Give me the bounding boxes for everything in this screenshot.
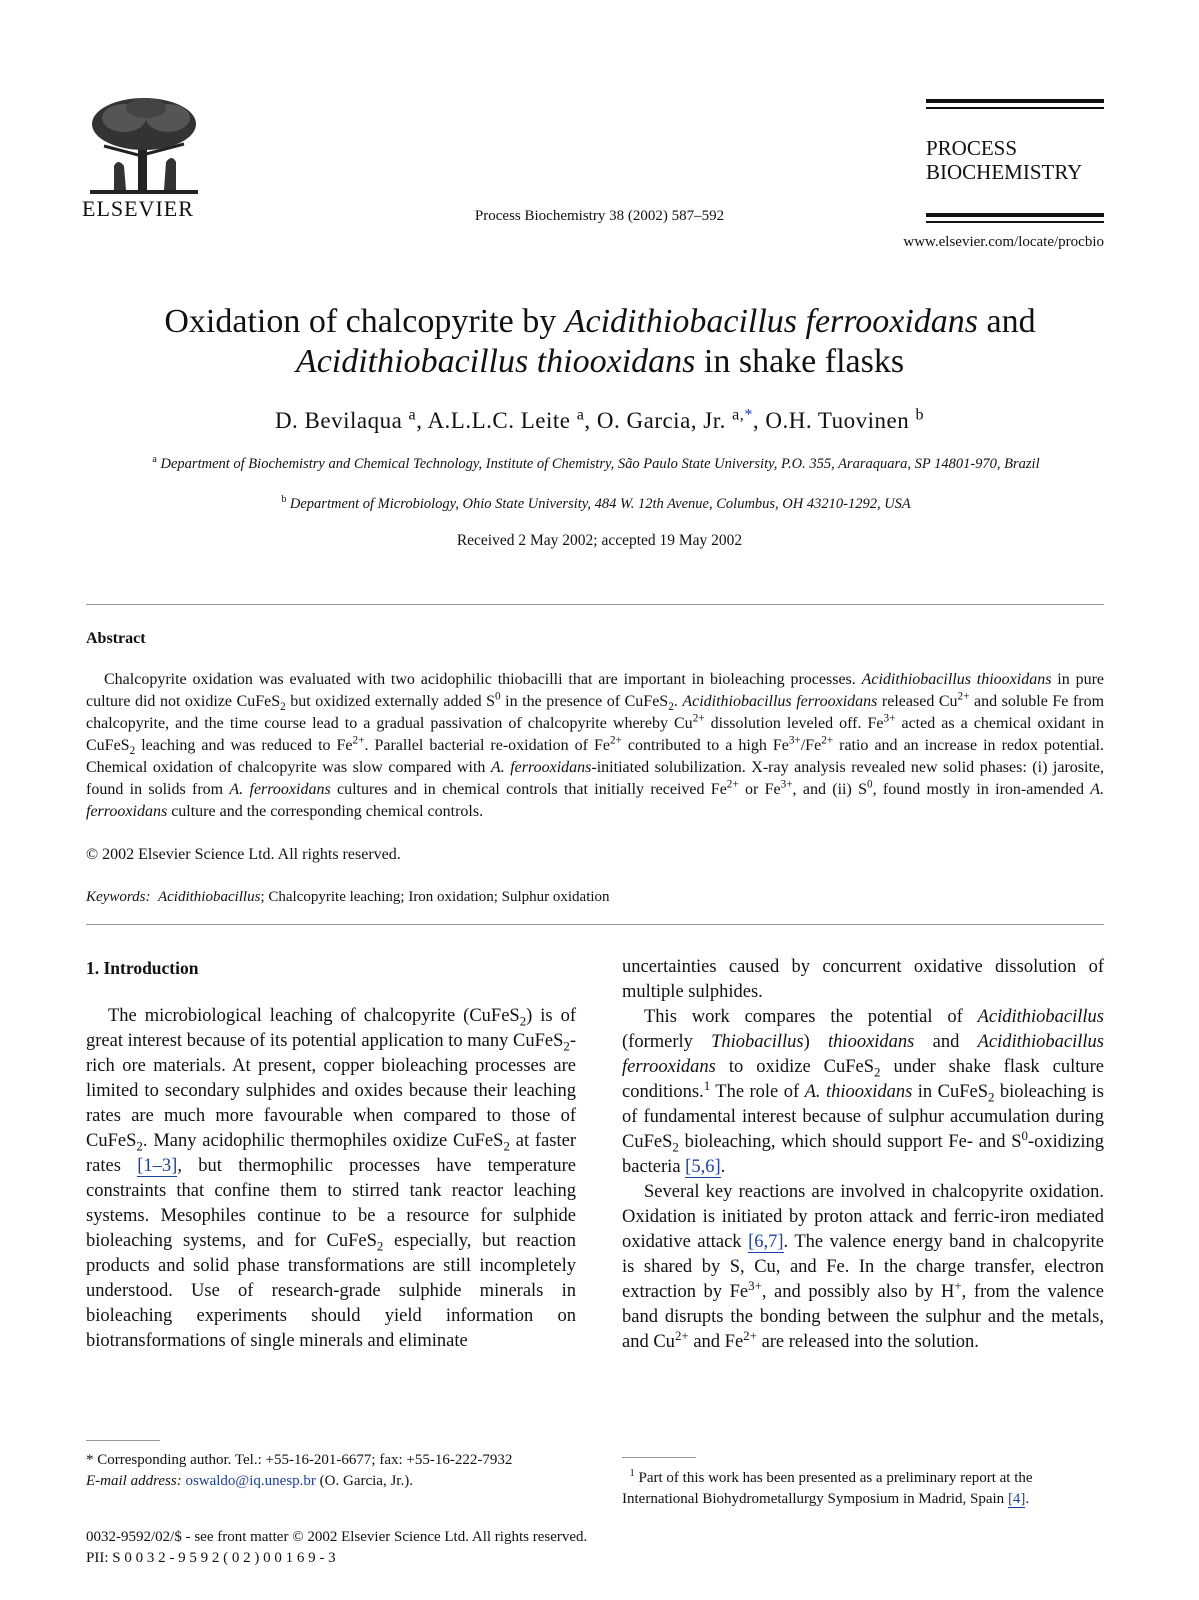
- footnote-text: Part of this work has been presented as a preliminary report at the International Biohydrometallurgy Symposium in Madrid, Spain: [622, 1470, 1033, 1507]
- citation-link[interactable]: [1–3]: [137, 1156, 178, 1176]
- paragraph: Several key reactions are involved in chalcopyrite oxidation. Oxidation is initiated by proton attack and ferric-iron mediated oxidative attack [6,7]. The valence energy band in chalcopyrite is shared by S, Cu, and Fe. In the charge transfer, electron extraction by $Fe^{3+}$, and possibly also by H+, from the valence band disrupts the bonding between the sulphur and the metals, and $Cu^{2+}$ and $Fe^{2+}$ are released into the solution.: [622, 1182, 1104, 1352]
- issn-line: 0032-9592/02/$ - see front matter © 2002 Elsevier Science Ltd. All rights reserved.: [86, 1529, 588, 1545]
- abstract-text: Chalcopyrite oxidation was evaluated with two acidophilic thiobacilli that are important in bioleaching processes. Acidithiobacillus thiooxidans in pure culture did not oxidize CuFeS$_2$ but oxidized externally added $S^0$ in the presence of CuFeS$_2$. Acidithiobacillus ferrooxidans released $Cu^{2+}$ and soluble Fe from chalcopyrite, and the time course lead to a gradual passivation of chalcopyrite whereby $Cu^{2+}$ dissolution leveled off. $Fe^{3+}$ acted as a chemical oxidant in CuFeS$_2$ leaching and was reduced to $Fe^{2+}$. Parallel bacterial re-oxidation of $Fe^{2+}$ contributed to a high $Fe^{3+}/Fe^{2+}$ ratio and an increase in redox potential. Chemical oxidation of chalcopyrite was slow compared with A. ferrooxidans-initiated solubilization. X-ray analysis revealed new solid phases: (i) jarosite, found in solids from A. ferrooxidans cultures and in chemical controls that initially received $Fe^{2+}$ or $Fe^{3+}$, and (ii) $S^0$, found mostly in iron-amended A. ferrooxidans culture and the corresponding chemical controls.: [86, 671, 1105, 820]
- journal-rule-top-thin: [926, 107, 1104, 109]
- journal-name-line2: BIOCHEMISTRY: [926, 160, 1083, 184]
- keywords-label: Keywords:: [86, 889, 151, 905]
- affiliation-a-mark: a: [152, 454, 157, 466]
- affiliation-mark: b: [915, 406, 925, 424]
- abstract-heading: Abstract: [86, 630, 146, 647]
- author-name: D. Bevilaqua: [274, 408, 403, 433]
- keyword-italic: Acidithiobacillus: [157, 889, 261, 905]
- section-heading: 1. Introduction: [86, 958, 199, 978]
- paragraph: This work compares the potential of Acidithiobacillus (formerly Thiobacillus) thiooxidans and Acidithiobacillus ferrooxidans to oxidize CuFeS$_2$ under shake flask culture conditions.$^1$ The role of A. thiooxidans in CuFeS$_2$ bioleaching is of fundamental interest because of sulphur accumulation during CuFeS$_2$ bioleaching, which should support Fe- and $S^0$-oxidizing bacteria [5,6].: [622, 1007, 1104, 1177]
- footnote-mark: 1: [629, 1468, 635, 1479]
- affiliation-mark: a,*: [732, 406, 753, 424]
- author-name: O. Garcia, Jr.: [596, 408, 726, 433]
- journal-name: [926, 136, 1082, 184]
- publisher-name: ELSEVIER: [82, 196, 194, 221]
- title-text-1: Oxidation of chalcopyrite by: [164, 303, 565, 340]
- received-dates: Received 2 May 2002; accepted 19 May 2002: [456, 532, 743, 549]
- journal-rule-bottom-thin: [926, 221, 1104, 223]
- affiliation-mark: a: [408, 406, 417, 424]
- elsevier-tree-logo: [84, 96, 204, 196]
- title-species-1: Acidithiobacillus ferrooxidans: [564, 303, 979, 340]
- corresponding-author-note: * Corresponding author. Tel.: +55-16-201-6677; fax: +55-16-222-7932: [86, 1452, 513, 1468]
- journal-url[interactable]: www.elsevier.com/locate/procbio: [903, 234, 1104, 250]
- body-column-right: [622, 955, 1104, 1355]
- affiliation-b-mark: b: [281, 494, 287, 506]
- body-column-left: [86, 1004, 576, 1354]
- footnote-corresponding: [86, 1450, 576, 1492]
- title-species-2: Acidithiobacillus thiooxidans: [295, 343, 696, 380]
- title-text-2: and: [978, 303, 1036, 340]
- footnote-1: $^1$ Part of this work has been presented as a preliminary report at the International Biohydrometallurgy Symposium in Madrid, Spain [4].: [622, 1468, 1033, 1507]
- author-name: A.L.L.C. Leite: [427, 408, 571, 433]
- paragraph: The microbiological leaching of chalcopyrite (CuFeS$_2$) is of great interest because of its potential application to many CuFeS$_2$-rich ore materials. At present, copper bioleaching processes are limited to secondary sulphides and oxides because their leaching rates are much more favourable when compared to those of CuFeS$_2$. Many acidophilic thermophiles oxidize CuFeS$_2$ at faster rates [1–3], but thermophilic processes have temperature constraints that confine them to stirred tank reactor leaching systems. Mesophiles continue to be a resource for sulphide bioleaching systems, and for CuFeS$_2$ especially, but reaction products and solid phase transformations are still incompletely understood. Use of research-grade sulphide minerals in bioleaching experiments should yield information on biotransformations of single minerals and eliminate: [86, 1006, 577, 1351]
- footnote-rule: [86, 1440, 160, 1441]
- keywords-list: ; Chalcopyrite leaching; Iron oxidation; Sulphur oxidation: [260, 889, 610, 905]
- journal-rule-top: [926, 99, 1104, 103]
- journal-citation: Process Biochemistry 38 (2002) 587–592: [474, 208, 725, 224]
- divider: [86, 924, 1104, 925]
- author-name: O.H. Tuovinen: [765, 408, 910, 433]
- author-list: D. Bevilaqua $^a$, A.L.L.C. Leite $^a$, O. Garcia, Jr. $^{a,*}$, O.H. Tuovinen $^b$: [274, 406, 925, 433]
- abstract-copyright: © 2002 Elsevier Science Ltd. All rights reserved.: [86, 846, 401, 863]
- citation-link[interactable]: [5,6]: [685, 1157, 721, 1177]
- paragraph: uncertainties caused by concurrent oxidative dissolution of multiple sulphides.: [622, 957, 1104, 1002]
- journal-name-line1: PROCESS: [926, 136, 1018, 160]
- affiliation-b: [86, 496, 1106, 513]
- affiliation-a: [86, 454, 1106, 474]
- citation-link[interactable]: [4]: [1007, 1491, 1026, 1507]
- email-link[interactable]: oswaldo@iq.unesp.br: [185, 1473, 316, 1489]
- citation-link[interactable]: [6,7]: [748, 1232, 784, 1252]
- journal-rule-bottom: [926, 213, 1104, 217]
- article-title: [60, 302, 1140, 382]
- email-owner: (O. Garcia, Jr.).: [315, 1473, 413, 1489]
- footnote-rule: [622, 1457, 696, 1458]
- corresponding-author-link[interactable]: *: [744, 406, 753, 424]
- keywords: [86, 889, 610, 906]
- email-label: E-mail address:: [86, 1473, 182, 1489]
- title-text-3: in shake flasks: [695, 343, 905, 380]
- affiliation-mark: a: [576, 406, 585, 424]
- email-line: [86, 1471, 576, 1492]
- affiliation-b-text: Department of Microbiology, Ohio State University, 484 W. 12th Avenue, Columbus, OH 43210-1292, USA: [289, 496, 911, 512]
- issn-block: [86, 1527, 587, 1569]
- pii-line: PII: S 0 0 3 2 - 9 5 9 2 ( 0 2 ) 0 0 1 6 9 - 3: [86, 1550, 336, 1566]
- divider: [86, 604, 1104, 605]
- affiliation-a-text: Department of Biochemistry and Chemical Technology, Institute of Chemistry, São Paulo State University, P.O. 355, Araraquara, SP 14801-970, Brazil: [160, 456, 1040, 472]
